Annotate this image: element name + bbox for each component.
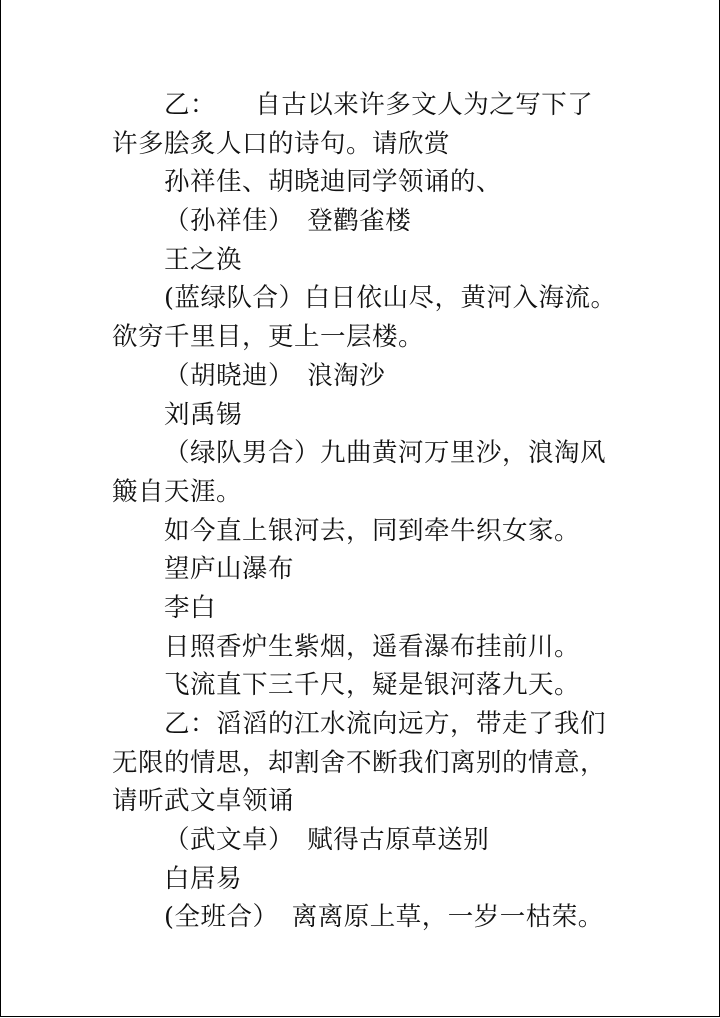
poem-title-line: 望庐山瀑布 — [164, 554, 295, 585]
poem-author: 王之涣 — [164, 244, 243, 275]
poem-verse: (全班合） 离离原上草，一岁一枯荣。 — [164, 902, 604, 933]
text-line: 许多脍炙人口的诗句。请欣赏 — [112, 128, 451, 159]
poem-title-line: （武文卓） 赋得古原草送别 — [164, 825, 490, 856]
document-body — [1, 86, 720, 937]
poem-title-line: （孙祥佳） 登鹳雀楼 — [164, 206, 412, 237]
poem-title-line: （胡晓迪） 浪淘沙 — [164, 360, 386, 391]
text-line: 请听武文卓领诵 — [112, 786, 295, 817]
poem-author: 李白 — [164, 592, 217, 623]
text-line: 孙祥佳、胡晓迪同学领诵的、 — [164, 167, 503, 198]
poem-verse: 日照香炉生紫烟，遥看瀑布挂前川。 — [164, 631, 581, 662]
poem-verse: 簸自天涯。 — [112, 476, 243, 507]
text-line: 乙：滔滔的江水流向远方，带走了我们 — [164, 709, 607, 739]
poem-verse: (蓝绿队合）白日依山尽，黄河入海流。 — [164, 283, 617, 314]
poem-verse: 如今直上银河去，同到牵牛织女家。 — [164, 515, 581, 546]
poem-verse: （绿队男合）九曲黄河万里沙，浪淘风 — [164, 438, 607, 469]
poem-verse: 欲穷千里目，更上一层楼。 — [112, 322, 425, 353]
poem-verse: 飞流直下三千尺，疑是银河落九天。 — [164, 670, 581, 701]
poem-author: 刘禹锡 — [164, 399, 243, 430]
poem-author: 白居易 — [164, 863, 243, 894]
text-line: 乙： 自古以来许多文人为之写下了 — [164, 90, 594, 120]
text-line: 无限的情思，却割舍不断我们离别的情意， — [112, 747, 607, 778]
